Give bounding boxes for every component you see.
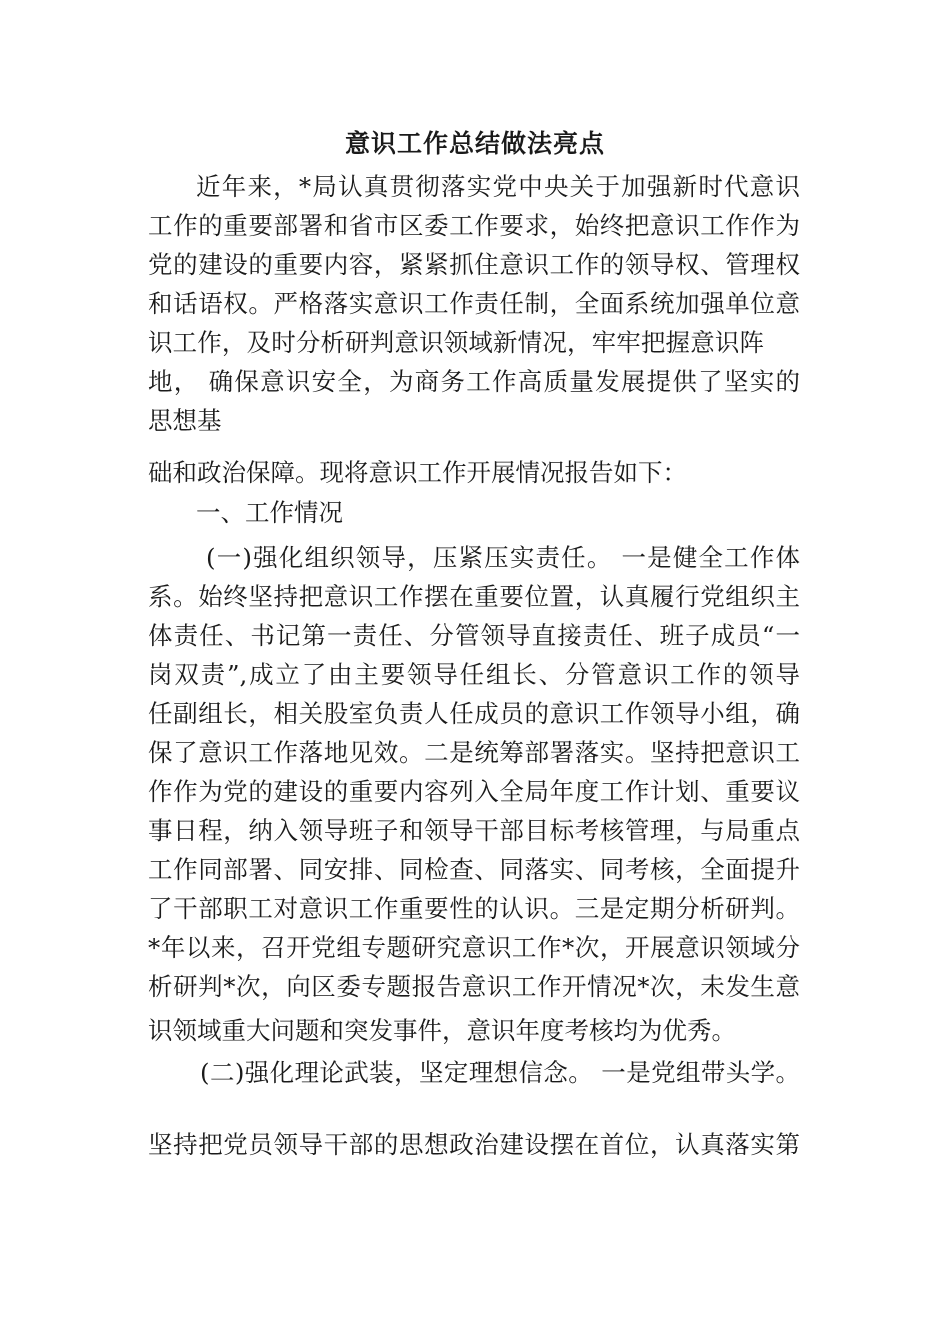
subsection-heading-line: (一)强化组织领导，压紧压实责任。 一是健全工作体 bbox=[206, 543, 800, 572]
paragraph-line: 工作的重要部署和省市区委工作要求，始终把意识工作作为 bbox=[148, 211, 800, 240]
paragraph-line: 析研判*次，向区委专题报告意识工作开情况*次，未发生意 bbox=[148, 972, 800, 1001]
paragraph-line: 思想基 bbox=[148, 406, 222, 435]
subsection-heading-line: (二)强化理论武装，坚定理想信念。 一是党组带头学。 bbox=[200, 1058, 800, 1087]
paragraph-line: 体责任、书记第一责任、分管领导直接责任、班子成员“一 bbox=[148, 621, 800, 650]
paragraph-line: 任副组长，相关股室负责人任成员的意识工作领导小组，确 bbox=[148, 699, 800, 728]
paragraph-line: 保了意识工作落地见效。二是统筹部署落实。坚持把意识工 bbox=[148, 738, 800, 767]
paragraph-line: *年以来，召开党组专题研究意识工作*次，开展意识领域分 bbox=[148, 933, 800, 962]
document-title: 意识工作总结做法亮点 bbox=[344, 129, 605, 158]
paragraph-line: 党的建设的重要内容，紧紧抓住意识工作的领导权、管理权 bbox=[148, 250, 800, 279]
section-heading: 一、工作情况 bbox=[196, 498, 343, 527]
paragraph-line: 地， 确保意识安全，为商务工作高质量发展提供了坚实的 bbox=[148, 367, 800, 396]
paragraph-line: 和话语权。严格落实意识工作责任制，全面系统加强单位意 bbox=[148, 289, 800, 318]
paragraph-line: 系。始终坚持把意识工作摆在重要位置，认真履行党组织主 bbox=[148, 582, 800, 611]
paragraph-line: 工作同部署、同安排、同检查、同落实、同考核，全面提升 bbox=[148, 855, 800, 884]
paragraph-line: 近年来，*局认真贯彻落实党中央关于加强新时代意识 bbox=[196, 172, 800, 201]
paragraph-line: 础和政治保障。现将意识工作开展情况报告如下： bbox=[148, 458, 687, 487]
paragraph-line: 坚持把党员领导干部的思想政治建设摆在首位，认真落实第 bbox=[148, 1130, 800, 1159]
paragraph-line: 事日程，纳入领导班子和领导干部目标考核管理，与局重点 bbox=[148, 816, 800, 845]
paragraph-line: 识领域重大问题和突发事件，意识年度考核均为优秀。 bbox=[148, 1016, 736, 1045]
paragraph-line: 作作为党的建设的重要内容列入全局年度工作计划、重要议 bbox=[148, 777, 800, 806]
paragraph-line: 岗双责”,成立了由主要领导任组长、分管意识工作的领导 bbox=[148, 660, 800, 689]
paragraph-line: 了干部职工对意识工作重要性的认识。三是定期分析研判。 bbox=[148, 894, 800, 923]
paragraph-line: 识工作，及时分析研判意识领域新情况，牢牢把握意识阵 bbox=[148, 328, 764, 357]
